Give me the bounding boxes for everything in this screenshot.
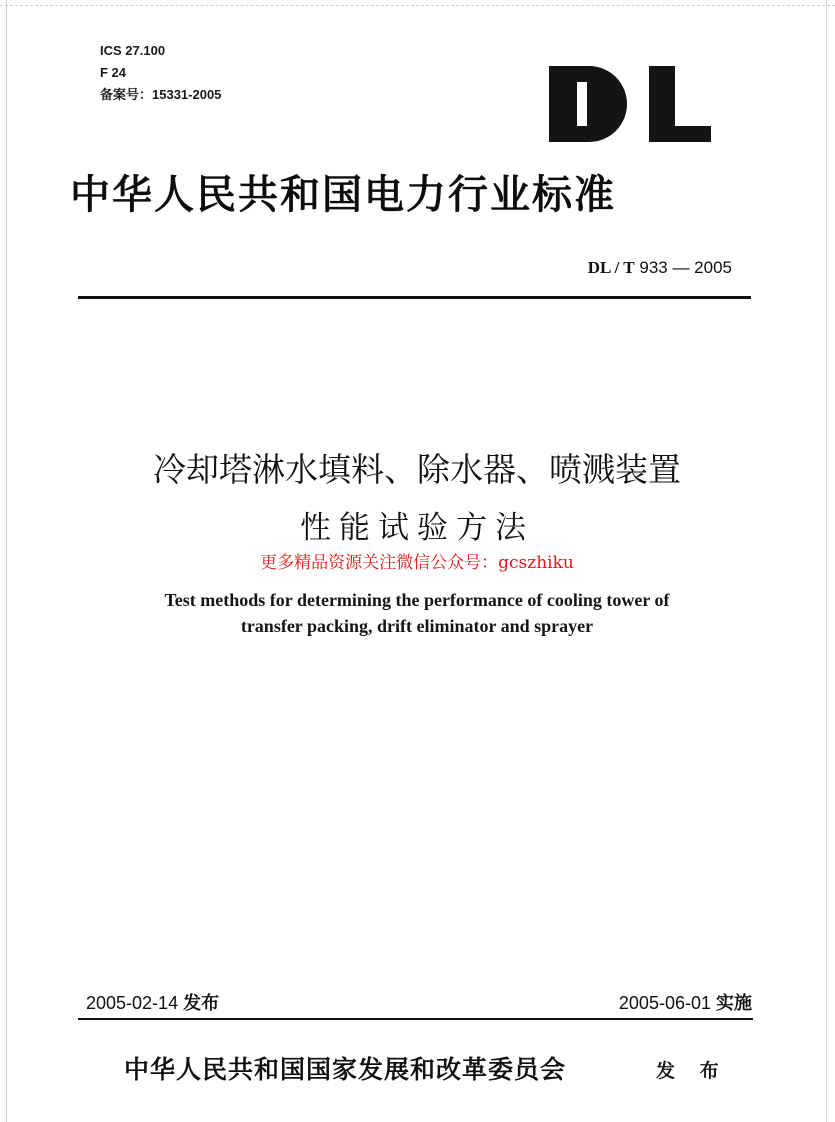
industry-standard-title: 中华人民共和国电力行业标准 xyxy=(70,171,616,218)
implementation-date-value: 2005-06-01 xyxy=(618,993,711,1013)
publisher-name: 中华人民共和国国家发展和改革委员会 xyxy=(124,1055,567,1084)
document-title-cn-line1: 冷却塔淋水填料、除水器、喷溅装置 xyxy=(153,450,681,489)
implementation-date-label: 实施 xyxy=(716,993,752,1014)
dl-logo-d-shape xyxy=(549,66,627,142)
standard-prefix: DL / T xyxy=(587,258,635,277)
ccs-code: F 24 xyxy=(100,65,127,80)
document-title-en-line1: Test methods for determining the performance of cooling tower of xyxy=(164,590,670,610)
document-title-en-line2: transfer packing, drift eliminator and sprayer xyxy=(240,616,594,636)
issue-date-value: 2005-02-14 xyxy=(86,993,179,1013)
implementation-date xyxy=(520,992,752,1015)
promo-watermark-text: 更多精品资源关注微信公众号：gcszhiku xyxy=(260,553,574,573)
issue-date-label: 发布 xyxy=(183,993,220,1014)
header-divider xyxy=(78,296,751,299)
standard-code: 933 — 2005 xyxy=(639,258,732,277)
footer-divider xyxy=(78,1018,753,1020)
dl-logo xyxy=(549,66,711,144)
scan-edge-top xyxy=(0,5,835,6)
issue-date xyxy=(86,992,219,1015)
standard-number xyxy=(500,258,732,278)
document-title-cn-line2: 性能试验方法 xyxy=(300,510,534,546)
dl-logo-l-foot xyxy=(649,126,711,142)
scan-edge-left xyxy=(6,0,7,1122)
record-number: 备案号：15331-2005 xyxy=(100,87,222,102)
ics-code: ICS 27.100 xyxy=(100,43,166,58)
publisher-action: 发 布 xyxy=(656,1060,728,1082)
scan-edge-right xyxy=(826,0,827,1122)
dl-logo-d-counter xyxy=(577,82,587,126)
